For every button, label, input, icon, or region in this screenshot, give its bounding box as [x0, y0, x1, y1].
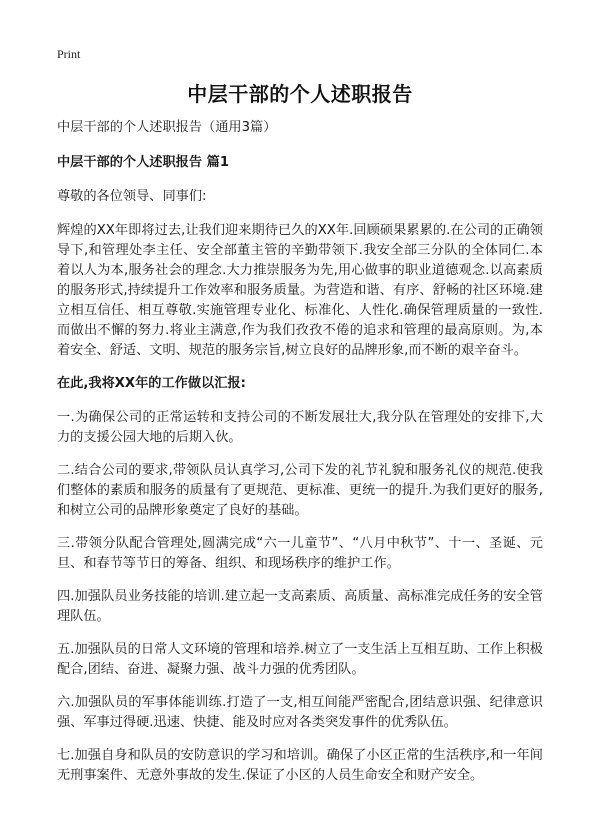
section-heading: 中层干部的个人述职报告 篇1 — [57, 155, 230, 170]
document-subtitle: 中层干部的个人述职报告（通用3篇） — [57, 120, 277, 135]
report-item-2: 二.结合公司的要求,带领队员认真学习,公司下发的礼节礼貌和服务礼仪的规范.使我们整体的素质和服务的质量有了更规范、更标准、更统一的提升.为我们更好的服务,和树立公司的品牌形象奠定了良好的基础。 — [57, 463, 543, 518]
report-heading: 在此,我将XX年的工作做以汇报: — [57, 376, 246, 391]
greeting: 尊敬的各位领导、同事们: — [57, 189, 207, 204]
print-link[interactable]: Print — [57, 47, 81, 61]
report-item-3: 三.带领分队配合管理处,圆满完成“六一儿童节”、“八月中秋节”、十一、圣诞、元旦、和春节等节日的筹备、组织、和现场秩序的维护工作。 — [57, 536, 543, 571]
page-title: 中层干部的个人述职报告 — [187, 82, 413, 106]
report-item-1: 一.为确保公司的正常运转和支持公司的不断发展壮大,我分队在管理处的安排下,大力的支援公园大地的后期入伙。 — [57, 410, 543, 445]
report-item-4: 四.加强队员业务技能的培训.建立起一支高素质、高质量、高标准完成任务的安全管理队伍。 — [57, 589, 543, 624]
report-item-6: 六.加强队员的军事体能训练.打造了一支,相互间能严密配合,团结意识强、纪律意识强、军事过得硬.迅速、快捷、能及时应对各类突发事件的优秀队伍。 — [57, 695, 543, 730]
report-item-5: 五.加强队员的日常人文环境的管理和培养.树立了一支生活上互相互助、工作上积极配合,团结、奋进、凝聚力强、战斗力强的优秀团队。 — [57, 642, 543, 677]
intro-paragraph: 辉煌的XX年即将过去,让我们迎来期待已久的XX年.回顾硕果累累的.在公司的正确领导下,和管理处李主任、安全部董主管的辛勤带领下.我安全部三分队的全体同仁.本着以人为本,服务社会的理念.大力推崇服务为先,用心做事的职业道德观念.以高素质的服务形式,持续提升工作效率和服务质量。为营造和谐、有序、舒畅的社区环境.建立相互信任、相互尊敬.实施管理专业化、标准化、人性化.确保管理质量的一致性.而做出不懈的努力.将业主满意,作为我们孜孜不倦的追求和管理的最高原则。为,本着安全、舒适、文明、规范的服务宗旨,树立良好的品牌形象,而不断的艰辛奋斗。 — [57, 223, 543, 358]
report-item-7: 七.加强自身和队员的安防意识的学习和培训。确保了小区正常的生活秩序,和一年间无刑事案件、无意外事故的发生.保证了小区的人员生命安全和财产安全。 — [57, 748, 543, 783]
document-body — [57, 118, 543, 799]
